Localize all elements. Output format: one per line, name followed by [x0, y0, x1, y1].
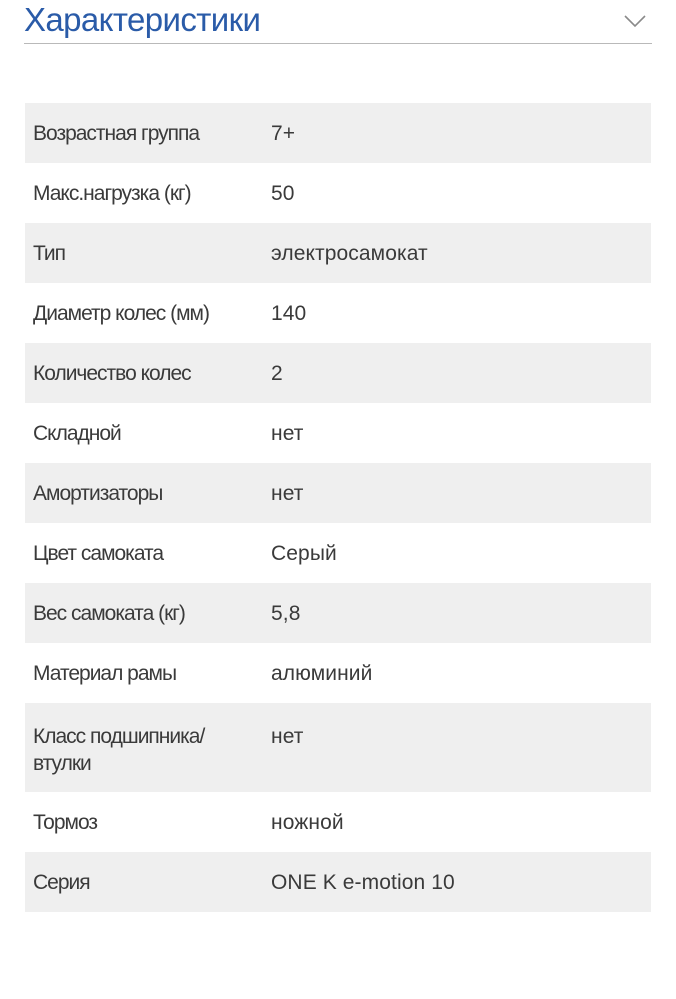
spec-value: ONE K e-motion 10 [271, 870, 455, 894]
spec-label: Цвет самоката [33, 541, 164, 565]
spec-row-brake [25, 792, 651, 852]
spec-value: нет [271, 481, 304, 505]
spec-label: Класс подшипника/ втулки [33, 725, 205, 775]
spec-label: Вес самоката (кг) [33, 601, 185, 625]
spec-label: Тип [33, 241, 66, 265]
spec-label: Диаметр колес (мм) [33, 301, 209, 325]
spec-label: Складной [33, 421, 121, 445]
spec-value: Серый [271, 541, 337, 565]
spec-label: Тормоз [33, 810, 98, 834]
spec-row-color [25, 523, 651, 583]
spec-value: 2 [271, 361, 283, 385]
spec-row-wheel-diameter [25, 283, 651, 343]
spec-value: 7+ [271, 121, 296, 145]
spec-row-weight [25, 583, 651, 643]
spec-value: 50 [271, 181, 295, 205]
spec-row-series [25, 852, 651, 912]
specs-table [25, 103, 651, 912]
chevron-down-icon[interactable] [624, 14, 646, 28]
spec-value: нет [271, 421, 304, 445]
spec-row-bearing-class [25, 703, 651, 792]
spec-label: Возрастная группа [33, 121, 200, 145]
spec-row-age-group [25, 103, 651, 163]
spec-row-frame-material [25, 643, 651, 703]
spec-row-shock-absorbers [25, 463, 651, 523]
spec-label: Количество колес [33, 361, 191, 385]
spec-label: Макс.нагрузка (кг) [33, 181, 191, 205]
spec-row-wheel-count [25, 343, 651, 403]
spec-value: нет [271, 725, 304, 748]
spec-row-foldable [25, 403, 651, 463]
spec-value: ножной [271, 810, 344, 834]
spec-value: 140 [271, 301, 307, 325]
section-title: Характеристики [24, 1, 261, 38]
spec-value: электросамокат [271, 241, 428, 265]
spec-value: 5,8 [271, 601, 301, 625]
spec-row-max-load [25, 163, 651, 223]
spec-row-type [25, 223, 651, 283]
spec-value: алюминий [271, 661, 373, 685]
section-header[interactable] [24, 0, 652, 44]
spec-label: Серия [33, 870, 90, 894]
spec-label: Материал рамы [33, 661, 177, 685]
spec-label: Амортизаторы [33, 481, 163, 505]
